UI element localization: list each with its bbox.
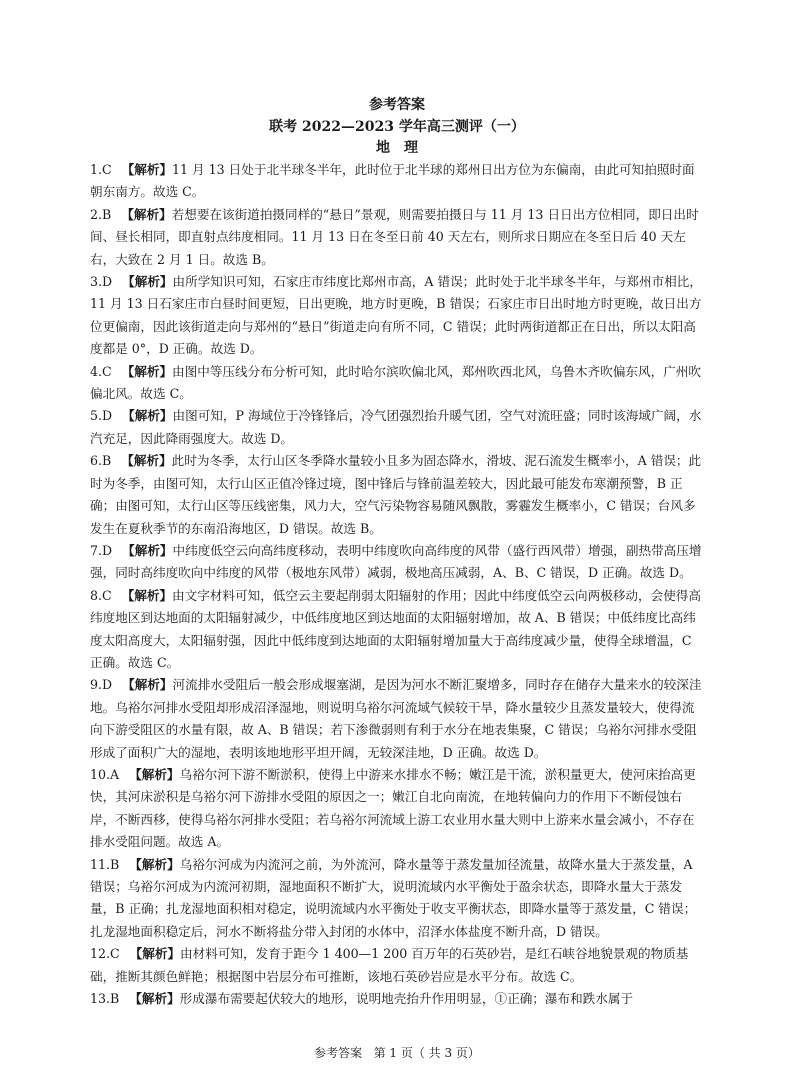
analysis-tag: 【解析】 [129,856,180,872]
analysis-tag: 【解析】 [129,946,181,962]
answer-number: 9.D [90,677,113,693]
answer-item [90,450,706,540]
answer-key-title: 参考答案 [369,97,425,113]
analysis-tag: 【解析】 [129,766,180,782]
answer-item [90,854,706,944]
analysis-tag: 【解析】 [122,274,173,290]
answer-item [90,540,706,585]
exam-title: 联考 2022—2023 学年高三测评（一） [269,119,525,135]
answer-text: 乌裕尔河成为内流河之前，为外流河，降水量等于蒸发量加径流量，故降水量大于蒸发量，A 错误；乌裕尔河成为内流河初期，湿地面积不断扩大，说明流域内水平衡处于盈余状态，即降水量大于蒸发量，B 正确；扎龙湿地面积相对稳定，说明流域内水平衡处于收支平衡状态，即降水量等于蒸发量，C 错误；扎龙湿地面积稳定后，河水不断将盐分带入封闭的水体中，沼泽水体盐度不断升高，D 错误。 [90,856,697,939]
analysis-tag: 【解析】 [121,206,172,222]
answer-list [90,159,706,1010]
analysis-tag: 【解析】 [121,587,173,603]
answer-text: 形成瀑布需要起伏较大的地形，说明地壳抬升作用明显，①正确；瀑布和跌水属于 [179,991,634,1007]
analysis-tag: 【解析】 [122,542,173,558]
analysis-tag: 【解析】 [121,453,172,469]
answer-item [90,585,706,675]
answer-item [90,361,706,406]
answer-number: 13.B [90,991,120,1007]
answer-number: 7.D [90,542,113,558]
answer-number: 5.D [90,408,113,424]
analysis-tag: 【解析】 [129,991,180,1007]
answer-item [90,405,706,450]
page-footer [0,1045,794,1061]
answer-item [90,764,706,854]
answer-text: 11 月 13 日处于北半球冬半年，此时位于北半球的郑州日出方位为东偏南，由此可知拍照时面朝东南方。故选 C。 [90,162,695,200]
footer-page-number: 第 1 页（ 共 3 页） [373,1046,480,1060]
answer-text: 由文字材料可知，低空云主要起削弱太阳辐射的作用；因此中纬度低空云向两极移动，会使得高纬度地区到达地面的太阳辐射减少，中低纬度地区到达地面的太阳辐射增加，故 A、B 错误；中低纬度比高纬度太阳高度大，太阳辐射强，因此中低纬度到达地面的太阳辐射增加量大于高纬度减少量，使得全球增温，C 正确。故选 C。 [90,587,701,670]
answer-item [90,271,706,361]
answer-text: 由材料可知，发育于距今 1 400—1 200 百万年的石英砂岩，是红石峡谷地貌景观的物质基础，推断其颜色鲜艳；根据图中岩层分布可推断，该地石英砂岩应是水平分布。故选 C。 [90,946,689,984]
answer-item [90,159,706,204]
answer-number: 10.A [90,766,120,782]
answer-number: 3.D [90,274,113,290]
answer-text: 此时为冬季，太行山区冬季降水量较小且多为固态降水，滑坡、泥石流发生概率小，A 错误；此时为冬季，由图可知，太行山区正值冷锋过境，图中锋后与锋前温差较大，因此最可能发布寒潮预警，B 正确；由图可知，太行山区等压线密集，风力大，空气污染物容易随风飘散，雾霾发生概率小，C 错误；台风多发生在夏秋季节的东南沿海地区，D 错误。故选 B。 [90,453,702,536]
answer-item [90,674,706,764]
answer-number: 2.B [90,206,112,222]
answer-item [90,988,706,1010]
answer-item [90,943,706,988]
answer-number: 8.C [90,587,112,603]
answer-text: 若想要在该街道拍摄同样的“悬日”景观，则需要拍摄日与 11 月 13 日日出方位相同，即日出时间、昼长相同，即直射点纬度相同。11 月 13 日在冬至日前 40 天左右，则所求日期应在冬至日后 40 天左右，大致在 2 月 1 日。故选 B。 [90,206,699,267]
answer-text: 乌裕尔河下游不断淤积，使得上中游来水排水不畅；嫩江是干流，淤积量更大，使河床抬高更快，其河床淤积是乌裕尔河下游排水受阻的原因之一；嫩江自北向南流，在地转偏向力的作用下不断侵蚀右岸，不断西移，使得乌裕尔河排水受阻；若乌裕尔河流域上游工农业用水量大则中上游来水量会减小，不存在排水受阻问题。故选 A。 [90,766,696,850]
analysis-tag: 【解析】 [121,363,173,379]
subject-title: 地理 [376,140,432,156]
answer-text: 由图可知，P 海域位于冷锋锋后，冷气团强烈抬升暖气团，空气对流旺盛；同时该海域广阔，水汽充足，因此降雨强度大。故选 D。 [90,408,702,446]
answer-text: 由所学知识可知，石家庄市纬度比郑州市高，A 错误；此时处于北半球冬半年，与郑州市相比，11 月 13 日石家庄市白昼时间更短，日出更晚，地方时更晚，B 错误；石家庄市日出时地方时更晚，故日出方位更偏南，因此该街道走向与郑州的“悬日”街道走向有所不同，C 错误；此时两街道都正在日出，所以太阳高度都是 0°，D 正确。故选 D。 [90,274,702,357]
analysis-tag: 【解析】 [122,677,173,693]
answer-text: 河流排水受阻后一般会形成堰塞湖，是因为河水不断汇聚增多，同时存在储存大量来水的较深洼地。乌裕尔河排水受阻却形成沼泽湿地，则说明乌裕尔河流域气候较干旱，降水量较少且蒸发量较大，使得流向下游受阻区的水量有限，故 A、B 错误；若下渗微弱则有利于水分在地表集聚，C 错误；乌裕尔河排水受阻形成了面积广大的湿地，表明该地地形平坦开阔，无较深洼地，D 正确。故选 D。 [90,677,702,760]
answer-text: 由图中等压线分布分析可知，此时哈尔滨吹偏北风，郑州吹西北风，乌鲁木齐吹偏东风，广州吹偏北风。故选 C。 [90,363,701,402]
answer-number: 4.C [90,363,112,379]
answer-text: 中纬度低空云向高纬度移动，表明中纬度吹向高纬度的风带（盛行西风带）增强，副热带高压增强，同时高纬度吹向中纬度的风带（极地东风带）减弱，极地高压减弱，A、B、C 错误，D 正确。故选 D。 [90,542,702,581]
answer-number: 12.C [90,946,120,962]
answer-number: 6.B [90,453,112,469]
answer-item [90,204,706,271]
analysis-tag: 【解析】 [122,408,173,424]
analysis-tag: 【解析】 [121,162,173,177]
answer-number: 1.C [90,162,112,177]
footer-label: 参考答案 [314,1046,363,1060]
answer-number: 11.B [90,856,120,872]
